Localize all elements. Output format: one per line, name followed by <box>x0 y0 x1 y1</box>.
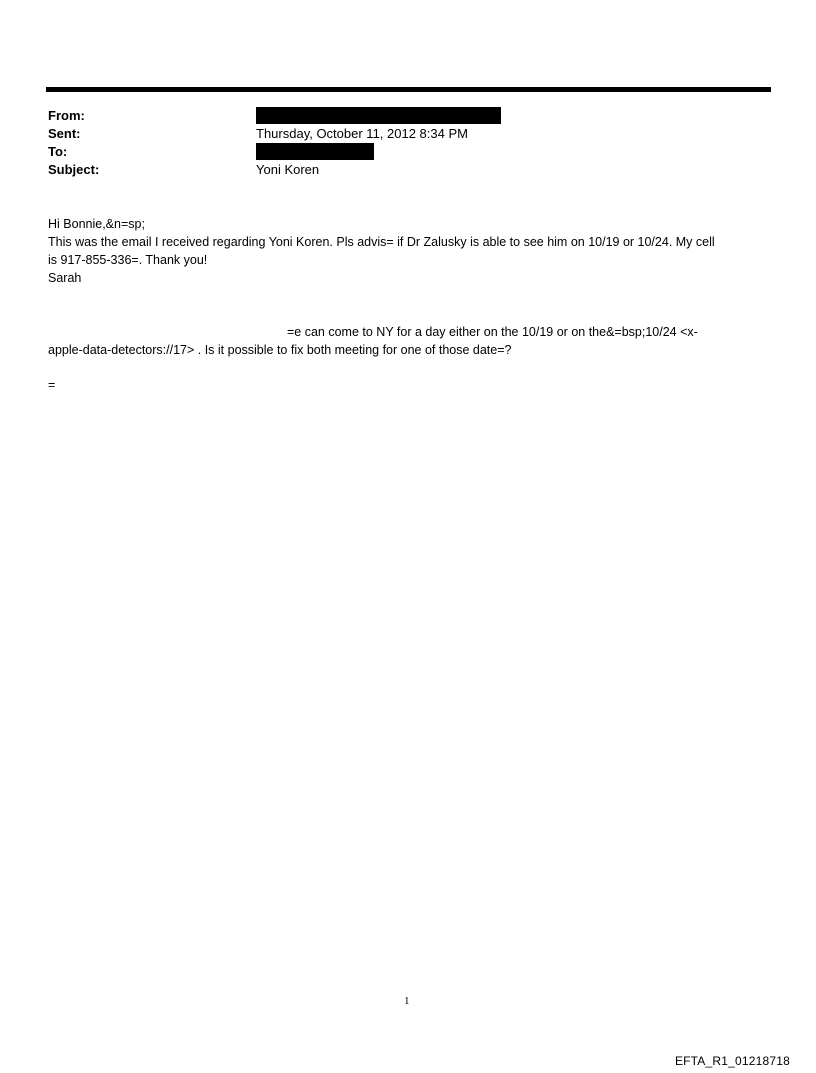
to-redaction <box>256 143 374 160</box>
sent-value: Thursday, October 11, 2012 8:34 PM <box>256 126 468 141</box>
to-label: To: <box>48 144 68 159</box>
from-label: From: <box>48 108 85 123</box>
subject-label: Subject: <box>48 162 100 177</box>
from-redaction <box>256 107 501 124</box>
body-line-trailing: = <box>48 378 56 392</box>
header-rule <box>46 87 771 92</box>
body-line-phone: is 917-855-336=. Thank you! <box>48 253 208 267</box>
body-line-greeting: Hi Bonnie,&n=sp; <box>48 217 145 231</box>
to-row <box>48 143 748 161</box>
body-line-message: This was the email I received regarding Yoni Koren. Pls advis= if Dr Zalusky is able to see him on 10/19 or 10/24. My cell <box>48 235 715 249</box>
subject-row <box>48 161 748 179</box>
bates-number: EFTA_R1_01218718 <box>674 1054 790 1068</box>
sent-label: Sent: <box>48 126 81 141</box>
body-line-forwarded-1: =e can come to NY for a day either on the 10/19 or on the&=bsp;10/24 <x- <box>287 325 698 339</box>
body-line-signature: Sarah <box>48 271 82 285</box>
body-line-forwarded-2: apple-data-detectors://17> . Is it possible to fix both meeting for one of those date=? <box>48 343 512 357</box>
page-number: 1 <box>404 995 410 1007</box>
subject-value: Yoni Koren <box>256 162 320 177</box>
sent-row <box>48 125 748 143</box>
from-row <box>48 107 748 125</box>
